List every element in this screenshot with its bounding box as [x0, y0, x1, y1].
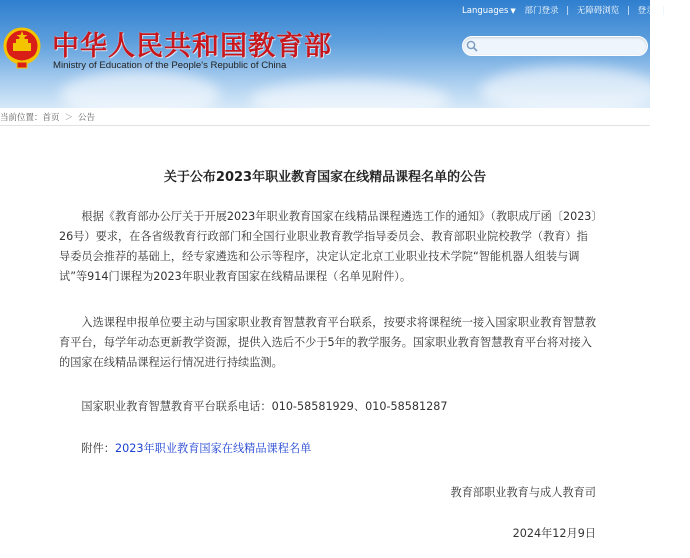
attachment-link[interactable]: 2023年职业教育国家在线精品课程名单 [114, 442, 312, 455]
site-subtitle: Ministry of Education of the People's Republic of China [53, 60, 287, 71]
cloud-decoration [480, 66, 660, 116]
languages-label: Languages [462, 6, 509, 16]
search-input[interactable] [462, 36, 648, 56]
site-header [0, 0, 690, 108]
page-title: 关于公布2023年职业教育国家在线精品课程名单的公告 [163, 170, 487, 185]
breadcrumb-separator: ＞ [64, 113, 74, 123]
languages-dropdown[interactable] [462, 6, 516, 16]
register-link[interactable]: 注册 [672, 6, 690, 16]
accessibility-link[interactable]: 无障碍浏览 [576, 6, 620, 16]
issuer: 教育部职业教育与成人教育司 [450, 486, 596, 499]
site-title[interactable]: 中华人民共和国教育部 [52, 31, 332, 62]
article-paragraph: 国家职业教育智慧教育平台联系电话：010-58581929、010-58581287 [81, 400, 448, 413]
breadcrumb-current[interactable]: 公告 [78, 113, 96, 123]
issue-date: 2024年12月9日 [512, 527, 596, 540]
search-icon[interactable] [466, 40, 478, 52]
caret-down-icon: ▼ [510, 7, 516, 15]
cloud-decoration [250, 80, 450, 120]
divider [0, 125, 650, 126]
breadcrumb-home-link[interactable]: 首页 [42, 113, 60, 123]
top-links [462, 4, 690, 16]
national-emblem-icon[interactable] [2, 26, 42, 70]
attachment-line [59, 439, 599, 459]
breadcrumb [0, 111, 95, 123]
attachment-label: 附件： [81, 442, 115, 455]
breadcrumb-prefix: 当前位置： [0, 113, 43, 123]
department-login-link[interactable]: 部门登录 [524, 6, 559, 16]
article-paragraph: 入选课程申报单位要主动与国家职业教育智慧教育平台联系，按要求将课程统一接入国家职业教育智慧教育平台，每学年动态更新教学资源，提供入选后不少于5年的教学服务。国家职业教育智慧教育平台将对接入的国家在线精品课程运行情况进行持续监测。 [59, 316, 597, 369]
login-link[interactable]: 登录 [637, 6, 655, 16]
link-separator: | [566, 6, 570, 16]
link-separator: | [662, 6, 666, 16]
link-separator: | [627, 6, 630, 16]
article-paragraph: 根据《教育部办公厅关于开展2023年职业教育国家在线精品课程遴选工作的通知》（教职成厅函〔2023〕26号）要求，在各省级教育行政部门和全国行业职业教育教学指导委员会、教育部职业院校教学（教育）指导委员会推荐的基础上，经专家遴选和公示等程序，决定认定北京工业职业技术学院“智能机器人组装与调试”等914门课程为2023年职业教育国家在线精品课程（名单见附件）。 [59, 210, 598, 283]
